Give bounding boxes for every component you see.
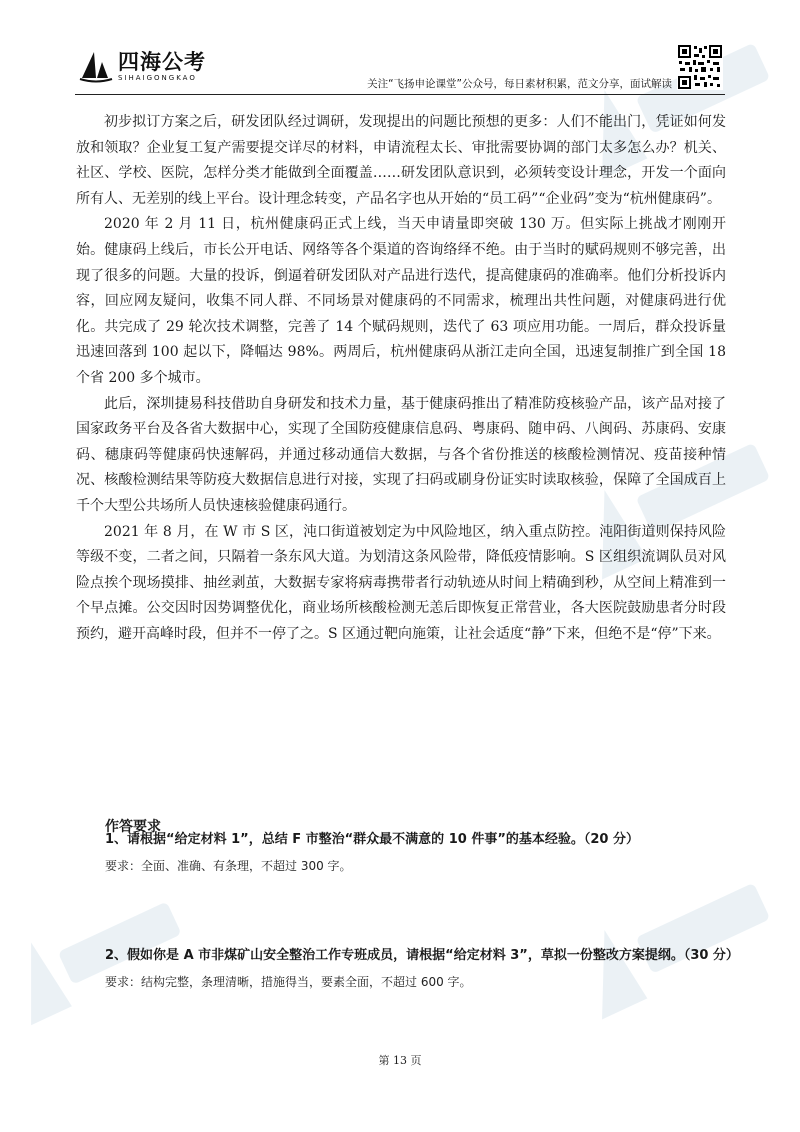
header-tagline: 关注“飞扬申论课堂”公众号，每日素材积累，范文分享，面试解读 xyxy=(367,78,672,90)
qr-code-icon xyxy=(677,44,723,90)
page-number: 第 13 页 xyxy=(378,1054,422,1067)
paragraph: 2020 年 2 月 11 日，杭州健康码正式上线，当天申请量即突破 130 万。但实际上挑战才刚刚开始。健康码上线后，市长公开电话、网络等各个渠道的咨询络绎不绝。由于当时的赋码规则不够完善，出现了很多的问题。大量的投诉，倒逼着研发团队对产品进行迭代，提高健康码的准确率。他们分析投诉内容，回应网友疑问，收集不同人群、不同场景对健康码的不同需求，梳理出共性问题，对健康码进行优化。共完成了 29 轮次技术调整，完善了 14 个赋码规则，迭代了 63 项应用功能。一周后，群众投诉量迅速回落到 100 起以下，降幅达 98%。两周后，杭州健康码从浙江走向全国，迅速复制推广到全国 18 个省 200 多个城市。 xyxy=(76,216,726,386)
material-text xyxy=(76,110,726,647)
paragraph: 初步拟订方案之后，研发团队经过调研，发现提出的问题比预想的更多：人们不能出门，凭证如何发放和领取？企业复工复产需要提交详尽的材料，申请流程太长、审批需要协调的部门太多怎么办？机关、社区、学校、医院，怎样分类才能做到全面覆盖……研发团队意识到，必须转变设计理念，开发一个面向所有人、无差别的线上平台。设计理念转变，产品名字也从开始的“员工码”“企业码”变为“杭州健康码”。 xyxy=(76,114,726,207)
question-1: 1、请根据“给定材料 1”，总结 F 市整治“群众最不满意的 10 件事”的基本经验。（20 分） xyxy=(105,832,639,847)
question-2: 2、假如你是 A 市非煤矿山安全整治工作专班成员，请根据“给定材料 3”，草拟一份整改方案提纲。（30 分） xyxy=(105,948,739,963)
brand-logo xyxy=(78,46,206,92)
sailboat-logo-icon xyxy=(78,48,114,84)
answer-requirements-heading: 作答要求 xyxy=(105,819,161,835)
header-divider xyxy=(75,94,725,95)
paragraph: 2021 年 8 月，在 W 市 S 区，沌口街道被划定为中风险地区，纳入重点防控。沌阳街道则保持风险等级不变，二者之间，只隔着一条东风大道。为划清这条风险带，降低疫情影响。S 区组织流调队员对风险点挨个现场摸排、抽丝剥茧，大数据专家将病毒携带者行动轨迹从时间上精确到秒，从空间上精准到一个早点摊。公交因时因势调整优化，商业场所核酸检测无恙后即恢复正常营业，各大医院鼓励患者分时段预约，避开高峰时段，但并不一停了之。S 区通过靶向施策，让社会适度“静”下来，但绝不是“停”下来。 xyxy=(76,523,726,642)
question-1-requirement: 要求：全面、准确、有条理，不超过 300 字。 xyxy=(105,859,352,873)
brand-name-latin: SIHAIGONGKAO xyxy=(118,74,197,82)
question-2-requirement: 要求：结构完整，条理清晰，措施得当，要素全面，不超过 600 字。 xyxy=(105,975,472,989)
brand-name: 四海公考 xyxy=(118,50,206,74)
paragraph: 此后，深圳捷易科技借助自身研发和技术力量，基于健康码推出了精准防疫核验产品，该产品对接了国家政务平台及各省大数据中心，实现了全国防疫健康信息码、粤康码、随申码、八闽码、苏康码、安康码、穗康码等健康码快速解码，并通过移动通信大数据，与各个省份推送的核酸检测情况、疫苗接种情况、核酸检测结果等防疫大数据信息进行对接，实现了扫码或刷身份证实时读取核验，保障了全国成百上千个大型公共场所人员快速核验健康码通行。 xyxy=(76,395,726,514)
page-header xyxy=(0,0,800,100)
